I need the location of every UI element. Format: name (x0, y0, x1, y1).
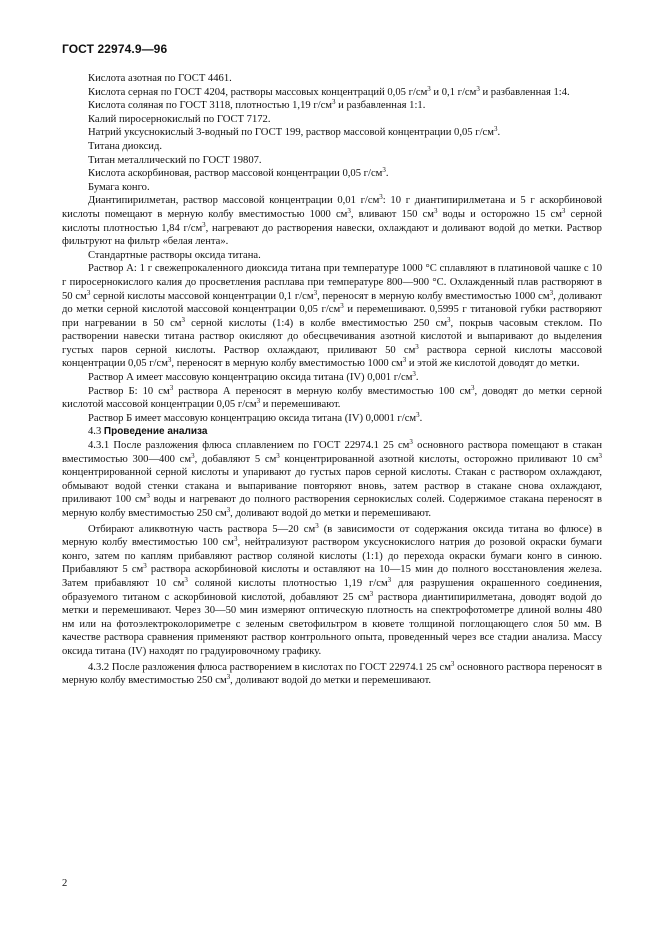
reagent-item: Кислота аскорбиновая, раствор массовой концентрации 0,05 $г/см^3$. (88, 166, 389, 180)
paragraph-4-3-2: 4.3.2 После разложения флюса растворением в кислотах по ГОСТ 22974.1 25 $см^3$ основного раствора переносят в мерную колбу вместимостью 250 $см^3$, доливают водой до метки и перемешивают. (62, 659, 602, 687)
body-text (62, 72, 602, 688)
reagent-item: Кислота азотная по ГОСТ 4461. (88, 73, 232, 84)
reagent-item: Титана диоксид. (88, 140, 163, 152)
standards-title: Стандартные растворы оксида титана. (88, 249, 261, 261)
reagent-item: Кислота серная по ГОСТ 4204, растворы массовых концентраций 0,05 $г/см^3$ и 0,1 $г/см^3$ и разбавленная 1:4. (88, 84, 570, 98)
section-number: 4.3 (88, 426, 102, 438)
solution-a-concentration: Раствор А имеет массовую концентрацию оксида титана (IV) 0,001 $г/см^3$. (88, 370, 419, 384)
solution-b-paragraph: Раствор Б: 10 $см^3$ раствора А переносят в мерную колбу вместимостью 100 $см^3$, доводят до метки серной кислотой массовой концентрации 0,05 $г/см^3$ и перемешивают. (62, 383, 602, 411)
reagent-item: Диантипирилметан, раствор массовой концентрации 0,01 $г/см^3$: 10 г диантипирилметана и 5 г аскорбиновой кислоты помещают в мерную колбу вместимостью 1000 $см^3$, вливают 150 $см^3$ воды и осторожно 15 $см^3$ серной кислоты плотностью 1,84 $г/см^3$, нагревают до растворения навески, охлаждают и доливают водой до метки. Раствор фильтруют на фильтр «белая лента». (62, 193, 603, 248)
reagent-item: Натрий уксуснокислый 3-водный по ГОСТ 199, раствор массовой концентрации 0,05 $г/см^3$. (88, 125, 501, 139)
reagent-item: Калий пиросернокислый по ГОСТ 7172. (88, 113, 271, 125)
reagent-item: Кислота соляная по ГОСТ 3118, плотностью 1,19 $г/см^3$ и разбавленная 1:1. (88, 98, 426, 112)
document-code-header: ГОСТ 22974.9—96 (62, 42, 168, 56)
section-heading (62, 425, 602, 439)
reagent-item: Титан металлический по ГОСТ 19807. (88, 154, 262, 166)
section-title: Проведение анализа (103, 426, 208, 438)
page-number: 2 (62, 878, 68, 889)
reagent-item: Бумага конго. (88, 181, 150, 193)
paragraph-4-3-1: 4.3.1 После разложения флюса сплавлением по ГОСТ 22974.1 25 $см^3$ основного раствора помещают в стакан вместимостью 300—400 $см^3$, добавляют 5 $см^3$ концентрированной азотной кислоты, осторожно приливают 10 $см^3$ концентрированной серной кислоты и упаривают до густых паров серной кислоты. Стакан с раствором охлаждают, обмывают водой стенки стакана и выпаривание повторяют вновь, затем раствор в стакане снова охлаждают, приливают 100 $см^3$ воды и нагревают до полного растворения сернокислых солей. Содержимое стакана переносят в мерную колбу вместимостью 250 $см^3$, доливают водой до метки и перемешивают. (62, 438, 603, 519)
paragraph-aliquot: Отбирают аликвотную часть раствора 5—20 $см^3$ (в зависимости от содержания оксида титана во флюсе) в мерную колбу вместимостью 100 $см^3$, нейтрализуют раствором уксуснокислого натрия до розовой окраски бумаги конго, затем по каплям прибавляют раствор соляной кислоты (1:1) до перехода окраски бумаги конго в синюю. Прибавляют 5 $см^3$ раствора аскорбиновой кислоты и оставляют на 10—15 мин до полного восстановления железа. Затем прибавляют 10 $см^3$ соляной кислоты плотностью 1,19 $г/см^3$ для разрушения окрашенного соединения, образуемого титаном с аскорбиновой кислотой, добавляют 25 $см^3$ раствора диантипирилметана, доводят водой до метки и перемешивают. Через 30—50 мин измеряют оптическую плотность на спектрофотометре длиной волны 480 нм или на фотоэлектроколориметре с зеленым светофильтром в кювете толщиной поглощающего слоя 50 мм. В качестве раствора сравнения применяют раствор контрольного опыта, проведенный через все стадии анализа. Массу оксида титана (IV) находят по градуировочному графику. (62, 521, 603, 657)
solution-a-paragraph: Раствор А: 1 г свежепрокаленного диоксида титана при температуре 1000 °С сплавляют в платиновой чашке с 10 г пиросернокислого калия до просветления расплава при температуре 800—900 °С. Охлажденный плав растворяют в 50 $см^3$ серной кислоты массовой концентрации 0,1 $г/см^3$, переносят в мерную колбу вместимостью 1000 $см^3$, доливают до метки серной кислотой массовой концентрации 0,05 $г/см^3$ и перемешивают. 0,5995 г титановой губки растворяют при нагревании в 50 $см^3$ серной кислоты (1:4) в колбе вместимостью 250 $см^3$, покрыв часовым стеклом. По растворении навески титана раствор окисляют до обесцвечивания азотной кислотой и выпаривают до выделения густых паров серной кислоты. Раствор охлаждают, приливают 50 $см^3$ раствора серной кислоты массовой концентрации 0,05 $г/см^3$, переносят в мерную колбу вместимостью 1000 $см^3$ и этой же кислотой доводят до метки. (62, 263, 602, 370)
solution-b-concentration: Раствор Б имеет массовую концентрацию оксида титана (IV) 0,0001 $г/см^3$. (88, 410, 423, 424)
